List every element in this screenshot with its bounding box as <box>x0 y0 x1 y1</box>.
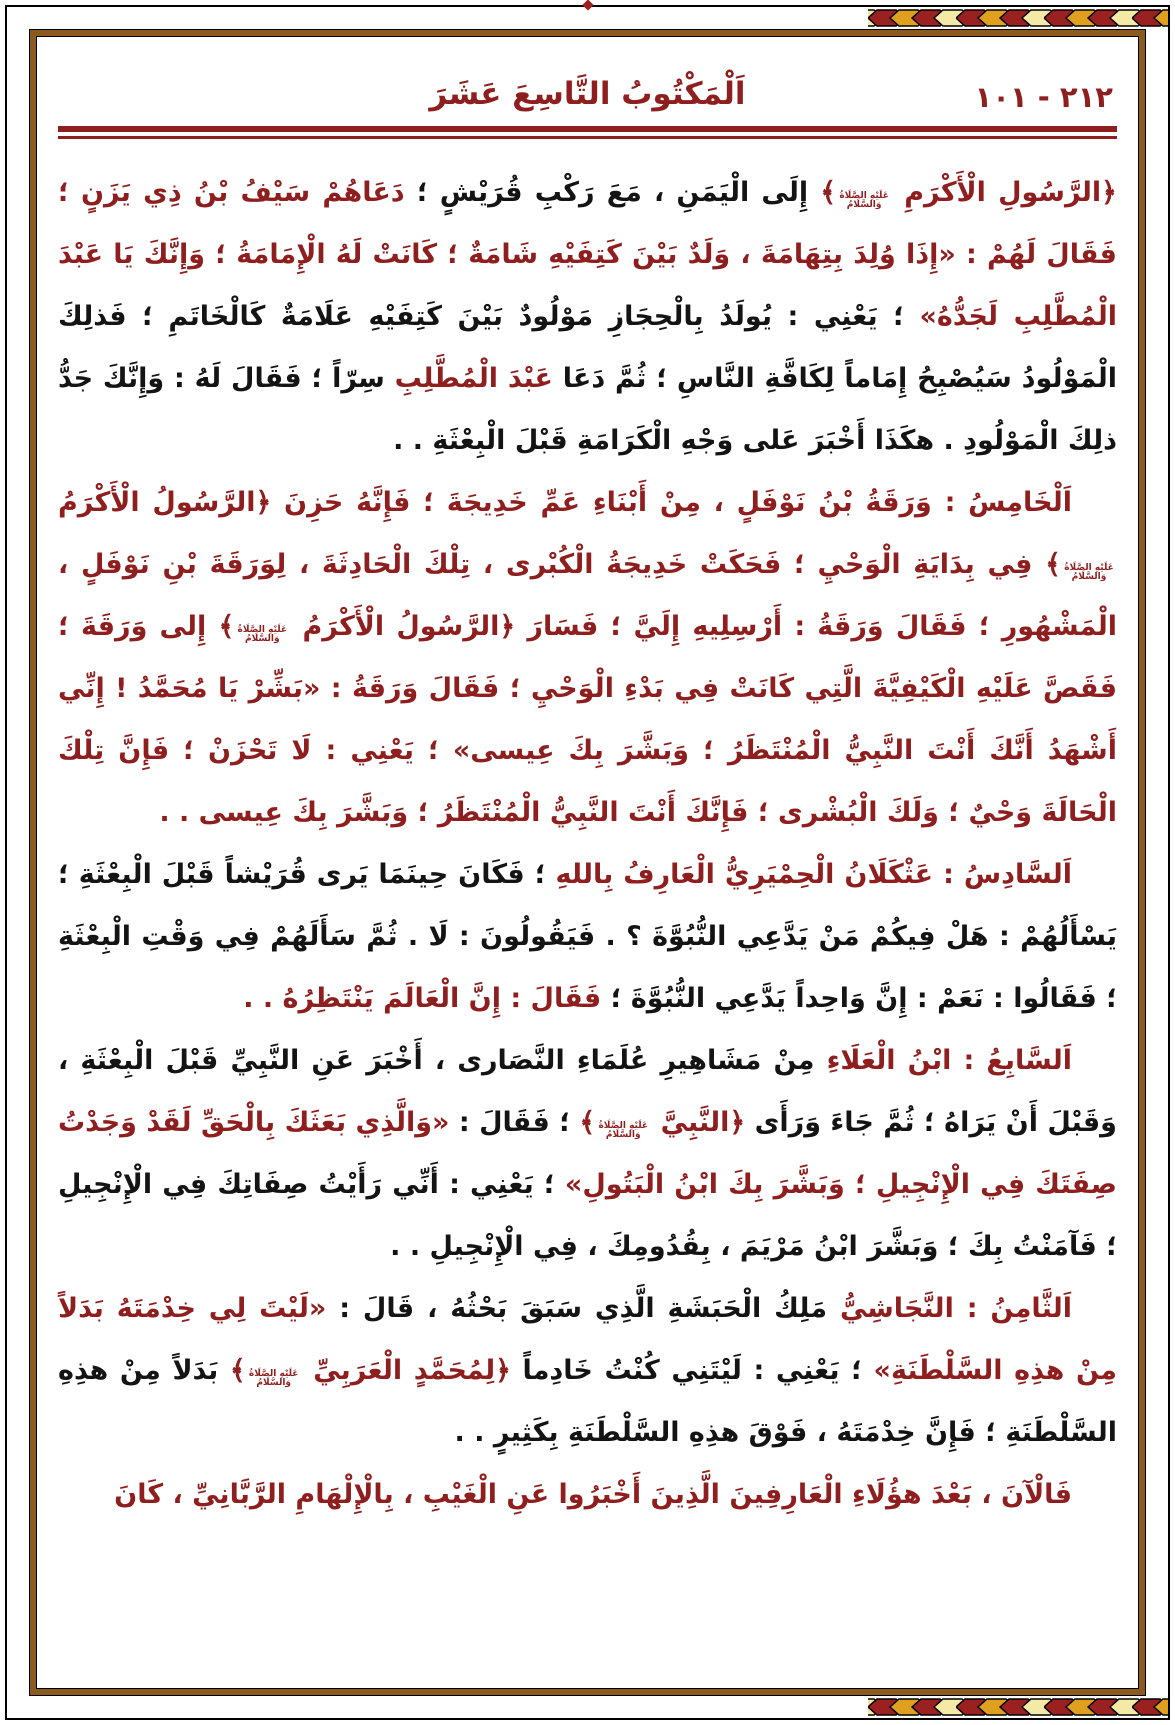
chain-border-bottom <box>868 1696 1168 1718</box>
text-segment: فَقَالَ : إِنَّ الْعَالَمَ يَنْتَظِرُهُ . . <box>243 983 602 1014</box>
top-center-ornament-icon <box>582 0 593 11</box>
pbuh-seal: عَلَيْهِ الصَّلَاةُ وَالسَّلَامُ <box>237 624 288 644</box>
text-segment: مِنْ مَشَاهِيرِ عُلَمَاءِ النَّصَارى ، أَخْبَرَ عَنِ النَّبِيِّ قَبْلَ الْبِعْثَةِ ، وَقَبْلَ أَنْ يَرَاهُ ؛ ثُمَّ جَاءَ وَرَأَى <box>58 1045 1117 1138</box>
text-segment: ؛ فَكَانَ حِينَمَا يَرى قُرَيْشاً قَبْلَ الْبِعْثَةِ ؛ يَسْأَلُهُمْ : هَلْ فِيكُمْ مَنْ يَدَّعِي النُّبُوَّةَ ؟ . فَيَقُولُونَ : لَا . ثُمَّ سَأَلَهُمْ فِي وَقْتِ الْبِعْثَةِ ؛ فَقَالُوا : نَعَمْ : إِنَّ وَاحِداً يَدَّعِي النُّبُوَّةَ ؛ <box>58 859 1117 1014</box>
letter-body <box>58 162 1117 1526</box>
page-content <box>58 64 1117 1526</box>
text-segment: اَلسَّابِعُ : ابْنُ الْعَلَاءِ <box>814 1045 1072 1076</box>
text-segment: بَدَلاً مِنْ هذِهِ السَّلْطَنَةِ ؛ فَإِنَّ خِدْمَتَهُ ، فَوْقَ هذِهِ السَّلْطَنَةِ بِكَثِيرٍ . . <box>58 1355 1117 1448</box>
text-segment: اَلْخَامِسُ : وَرَقَةُ بْنُ نَوْفَلٍ ، مِنْ أَبْنَاءِ عَمِّ خَدِيجَةَ ؛ فَإِنَّهُ حَزِنَ ﴿الرَّسُولُ الْأَكْرَمُ <box>58 487 1072 518</box>
page-title: اَلْمَكْتُوبُ التَّاسِعَ عَشَرَ <box>429 76 746 112</box>
text-segment: فَالْآنَ ، بَعْدَ هؤُلَاءِ الْعَارِفِينَ الَّذِينَ أَخْبَرُوا عَنِ الْغَيْبِ ، بِالْإِلْهَامِ الرَّبَّانِيِّ ، كَانَ <box>114 1479 1072 1510</box>
text-segment: اَلثَّامِنُ : النَّجَاشِيُّ <box>827 1293 1072 1324</box>
text-segment: مَلِكُ الْحَبَشَةِ الَّذِي سَبَقَ بَحْثُهُ ، قَالَ : <box>326 1293 828 1324</box>
text-segment: ﴾ <box>570 1107 596 1138</box>
header-double-rule <box>58 126 1117 139</box>
chain-border-right <box>1146 7 1168 157</box>
chain-border-top <box>868 7 1168 29</box>
pbuh-seal: عَلَيْهِ الصَّلَاةُ وَالسَّلَامُ <box>839 190 889 210</box>
pbuh-seal: عَلَيْهِ الصَّلَاةُ وَالسَّلَامُ <box>248 1368 299 1388</box>
page-numbers: ٢١٢ - ١٠١ <box>974 80 1113 114</box>
pbuh-seal: عَلَيْهِ الصَّلَاةُ وَالسَّلَامُ <box>598 1120 649 1140</box>
text-segment: ﴿النَّبِيَّ <box>651 1107 746 1138</box>
text-segment: ﴾ فِي بِدَايَةِ الْوَحْيِ ؛ فَحَكَتْ خَدِيجَةُ الْكُبْرى ، تِلْكَ الْحَادِثَةَ ، لِوَرَقَةَ بْنِ نَوْفَلٍ ، الْمَشْهُورِ ؛ فَقَالَ وَرَقَةُ : أَرْسِلِيهِ إِلَيَّ ؛ فَسَارَ ﴿الرَّسُولُ الْأَكْرَمُ <box>58 549 1117 642</box>
text-segment: «لَيْتَ لِي خِدْمَتَهُ بَدَلاً مِنْ هذِهِ السَّلْطَنَةِ» <box>58 1293 1117 1386</box>
text-segment: «وَالَّذِي بَعَثَكَ بِالْحَقِّ لَقَدْ وَجَدْتُ صِفَتَكَ فِي الْإِنْجِيلِ ؛ وَبَشَّرَ بِكَ ابْنُ الْبَتُولِ» <box>58 1107 1117 1200</box>
text-segment: ﴿الرَّسُولِ الْأَكْرَمِ <box>892 177 1117 208</box>
chain-border-left <box>7 7 29 157</box>
pbuh-seal: عَلَيْهِ الصَّلَاةُ وَالسَّلَامُ <box>1064 562 1114 582</box>
paragraph <box>58 1278 1117 1464</box>
text-segment: ﴾ إِلى وَرَقَةَ ؛ فَقَصَّ عَلَيْهِ الْكَيْفِيَّةَ الَّتِي كَانَتْ فِي بَدْءِ الْوَحْيِ ؛ فَقَالَ وَرَقَةُ : «بَشِّرْ يَا مُحَمَّدُ ! إِنِّي أَشْهَدُ أَنَّكَ أَنْتَ النَّبِيُّ الْمُنْتَظَرُ ؛ وَبَشَّرَ بِكَ عِيسى» ؛ يَعْنِي : لَا تَحْزَنْ ؛ فَإِنَّ تِلْكَ الْحَالَةَ وَحْيٌ ؛ وَلَكَ الْبُشْرى ؛ فَإِنَّكَ أَنْتَ النَّبِيُّ الْمُنْتَظَرُ ؛ وَبَشَّرَ بِكَ عِيسى . . <box>58 611 1117 828</box>
text-segment: سِرّاً ؛ فَقَالَ لَهُ : وَإِنَّكَ جَدُّ ذلِكَ الْمَوْلُودِ . هكَذَا أَخْبَرَ عَلى وَجْهِ الْكَرَامَةِ قَبْلَ الْبِعْثَةِ . . <box>58 363 1117 456</box>
text-segment: ﴾ <box>218 1355 246 1386</box>
text-segment: ؛ يَعْنِي : يُولَدُ بِالْحِجَازِ مَوْلُودٌ بَيْنَ كَتِفَيْهِ عَلَامَةٌ كَالْخَاتَمِ ؛ فَذلِكَ الْمَوْلُودُ سَيُصْبِحُ إِمَاماً لِكَافَّةِ النَّاسِ ؛ ثُمَّ دَعَا <box>58 301 1117 394</box>
text-segment: ؛ فَقَالَ : <box>449 1107 571 1138</box>
paragraph <box>58 1464 1117 1526</box>
text-segment: إِلَى الْيَمَنِ ، مَعَ رَكْبِ قُرَيْشٍ ؛ <box>404 177 809 208</box>
paragraph <box>58 844 1117 1030</box>
text-segment: ؛ يَعْنِي : أَنِّي رَأَيْتُ صِفَاتِكَ فِي الْإِنْجِيلِ ؛ فَآمَنْتُ بِكَ ؛ وَبَشَّرَ ابْنُ مَرْيَمَ ، بِقُدُومِكَ ، فِي الْإِنْجِيلِ . . <box>58 1169 1117 1262</box>
paragraph <box>58 472 1117 844</box>
text-segment: ﴾ <box>808 177 837 208</box>
paragraph <box>58 162 1117 472</box>
text-segment: اَلسَّادِسُ : عَثْكَلَانُ الْحِمْيَرِيُّ الْعَارِفُ بِاللهِ <box>545 859 1072 890</box>
text-segment: دَعَاهُمْ سَيْفُ بْنُ ذِي يَزَنٍ ؛ فَقَالَ لَهُمْ : «إِذَا وُلِدَ بِتِهَامَةَ ، وَلَدٌ بَيْنَ كَتِفَيْهِ شَامَةٌ ؛ كَانَتْ لَهُ الْإِمَامَةُ ؛ وَإِنَّكَ يَا عَبْدَ الْمُطَّلِبِ لَجَدُّهُ» <box>58 177 1117 332</box>
text-segment: ﴿لِمُحَمَّدٍ الْعَرَبِيِّ <box>301 1355 511 1386</box>
text-segment: عَبْدَ الْمُطَّلِبِ <box>384 363 553 394</box>
paragraph <box>58 1030 1117 1278</box>
page-header <box>58 64 1117 150</box>
text-segment: ؛ يَعْنِي : لَيْتَنِي كُنْتُ خَادِماً <box>510 1355 862 1386</box>
